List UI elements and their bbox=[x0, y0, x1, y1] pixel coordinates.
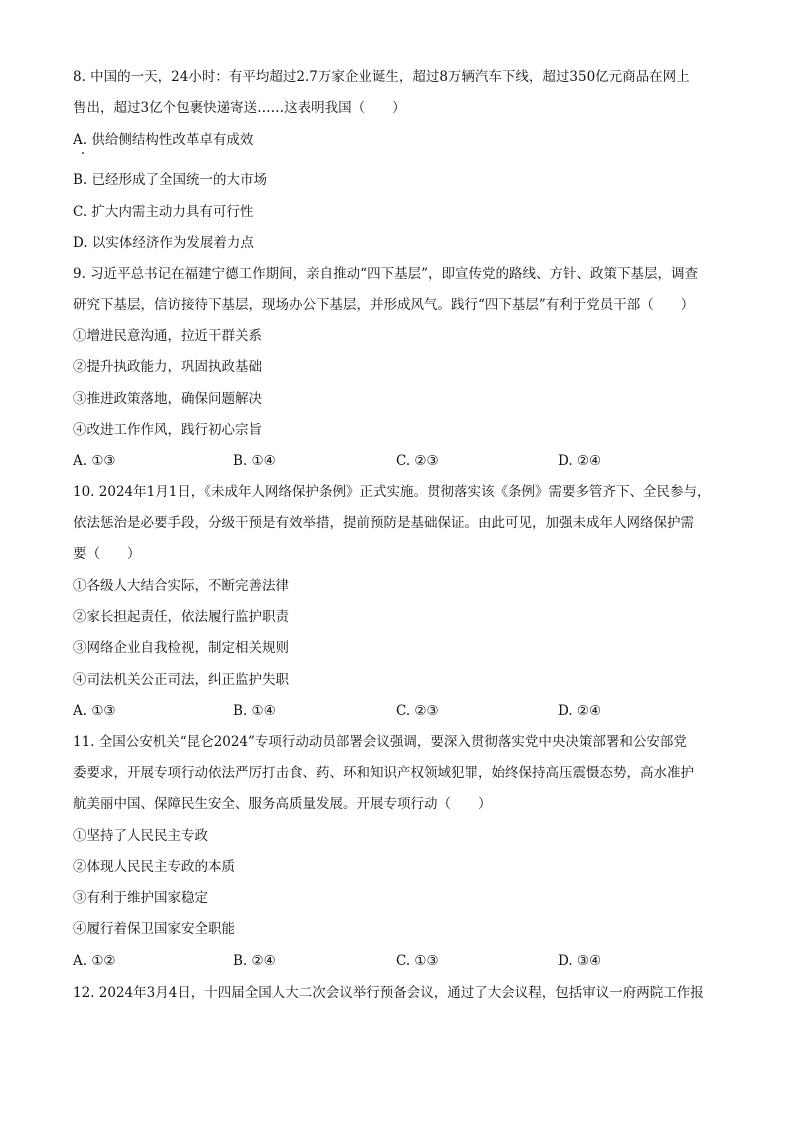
q10-choice-b: B. ①④ bbox=[233, 703, 276, 719]
q8-option-d: D. 以实体经济作为发展着力点 bbox=[73, 235, 254, 251]
q11-choice-d: D. ③④ bbox=[558, 953, 602, 969]
q11-choice-c: C. ①③ bbox=[396, 953, 439, 969]
q10-statement-3: ③网络企业自我检视，制定相关规则 bbox=[73, 640, 289, 656]
q11-choice-b: B. ②④ bbox=[233, 953, 276, 969]
q10-statement-4: ④司法机关公正司法，纠正监护失职 bbox=[73, 672, 289, 688]
q10-stem-line-1: 10. 2024年1月1日，《未成年人网络保护条例》正式实施。贯彻落实该《条例》需要多管齐下、全民参与， bbox=[73, 484, 711, 500]
q11-statement-2: ②体现人民民主专政的本质 bbox=[73, 859, 235, 875]
q11-statement-1: ①坚持了人民民主专政 bbox=[73, 828, 208, 844]
q9-stem-line-2: 研究下基层，信访接待下基层，现场办公下基层，并形成风气。践行“四下基层”有利于党员干部（ ） bbox=[73, 297, 695, 313]
q11-choice-a: A. ①② bbox=[73, 953, 116, 969]
q11-statement-4: ④履行着保卫国家安全职能 bbox=[73, 921, 235, 937]
q9-stem-line-1: 9. 习近平总书记在福建宁德工作期间，亲自推动“四下基层”，即宣传党的路线、方针、政策下基层，调查 bbox=[73, 266, 698, 282]
q9-choice-b: B. ①④ bbox=[233, 453, 276, 469]
q11-statement-3: ③有利于维护国家稳定 bbox=[73, 890, 208, 906]
q8-stem-line-1: 8. 中国的一天，24小时：有平均超过2.7万家企业诞生，超过8万辆汽车下线，超过350亿元商品在网上 bbox=[73, 69, 690, 85]
q9-statement-3: ③推进政策落地，确保问题解决 bbox=[73, 391, 262, 407]
q8-option-b: B. 已经形成了全国统一的大市场 bbox=[73, 172, 268, 188]
q8-option-a: A. 供给侧结构性改革卓有成效 bbox=[73, 132, 254, 148]
stray-dot bbox=[82, 152, 84, 154]
q9-statement-1: ①增进民意沟通，拉近干群关系 bbox=[73, 328, 262, 344]
q8-option-c: C. 扩大内需主动力具有可行性 bbox=[73, 204, 254, 220]
q11-stem-line-3: 航美丽中国、保障民生安全、服务高质量发展。开展专项行动（ ） bbox=[73, 796, 492, 812]
q9-choice-d: D. ②④ bbox=[558, 453, 602, 469]
q9-statement-2: ②提升执政能力，巩固执政基础 bbox=[73, 359, 262, 375]
q10-stem-line-2: 依法惩治是必要手段，分级干预是有效举措，提前预防是基础保证。由此可见，加强未成年人网络保护需 bbox=[73, 515, 694, 531]
q10-stem-line-3: 要（ ） bbox=[73, 546, 141, 562]
q10-statement-1: ①各级人大结合实际，不断完善法律 bbox=[73, 578, 289, 594]
q11-stem-line-2: 委要求，开展专项行动依法严厉打击食、药、环和知识产权领域犯罪，始终保持高压震慑态势，高水准护 bbox=[73, 765, 694, 781]
q9-statement-4: ④改进工作作风，践行初心宗旨 bbox=[73, 422, 262, 438]
q9-choice-c: C. ②③ bbox=[396, 453, 439, 469]
q10-choice-d: D. ②④ bbox=[558, 703, 602, 719]
q10-statement-2: ②家长担起责任，依法履行监护职责 bbox=[73, 609, 289, 625]
q9-choice-a: A. ①③ bbox=[73, 453, 116, 469]
q8-stem-line-2: 售出，超过3亿个包裹快递寄送……这表明我国（ ） bbox=[73, 100, 406, 116]
q10-choice-c: C. ②③ bbox=[396, 703, 439, 719]
q12-stem-line-1: 12. 2024年3月4日，十四届全国人大二次会议举行预备会议，通过了大会议程，包括审议一府两院工作报 bbox=[73, 985, 704, 1001]
q10-choice-a: A. ①③ bbox=[73, 703, 116, 719]
q11-stem-line-1: 11. 全国公安机关“昆仑2024”专项行动动员部署会议强调，要深入贯彻落实党中央决策部署和公安部党 bbox=[73, 734, 687, 750]
